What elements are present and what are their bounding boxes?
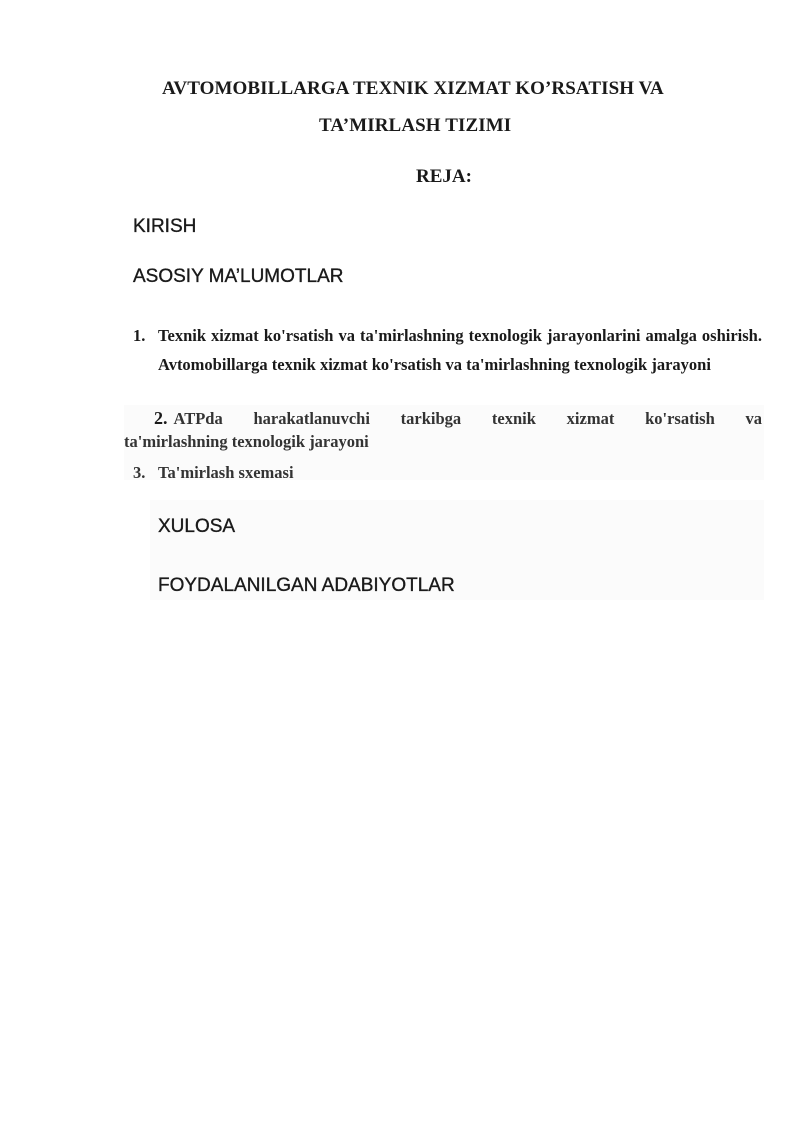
list-item-number: 2. — [154, 408, 168, 428]
list-item-text-line-2: ta'mirlashning texnologik jarayoni — [124, 432, 369, 451]
plan-heading: REJA: — [416, 166, 472, 187]
document-title-line-1: AVTOMOBILLARGA TEXNIK XIZMAT KO’RSATISH VA — [162, 78, 664, 99]
section-intro: KIRISH — [133, 216, 197, 237]
document-title-line-2: TA’MIRLASH TIZIMI — [319, 115, 512, 136]
list-item-text: Ta'mirlash sxemasi — [158, 463, 294, 482]
list-item-text: Texnik xizmat ko'rsatish va ta'mirlashning texnologik jarayonlarini amalga oshirish. Avtomobillarga texnik xizmat ko'rsatish va ta'mirlashning texnologik jarayoni — [158, 326, 762, 374]
list-item-number: 1. — [133, 326, 146, 345]
list-item-number: 3. — [133, 463, 146, 482]
list-item — [133, 458, 733, 487]
section-conclusion: XULOSA — [158, 516, 236, 537]
list-item-text-line-1: ATPda harakatlanuvchi tarkibga texnik xizmat ko'rsatish va — [173, 409, 762, 428]
section-main: ASOSIY MA’LUMOTLAR — [133, 266, 344, 287]
section-references: FOYDALANILGAN ADABIYOTLAR — [158, 575, 455, 596]
list-item — [124, 405, 762, 455]
list-item — [133, 321, 762, 379]
